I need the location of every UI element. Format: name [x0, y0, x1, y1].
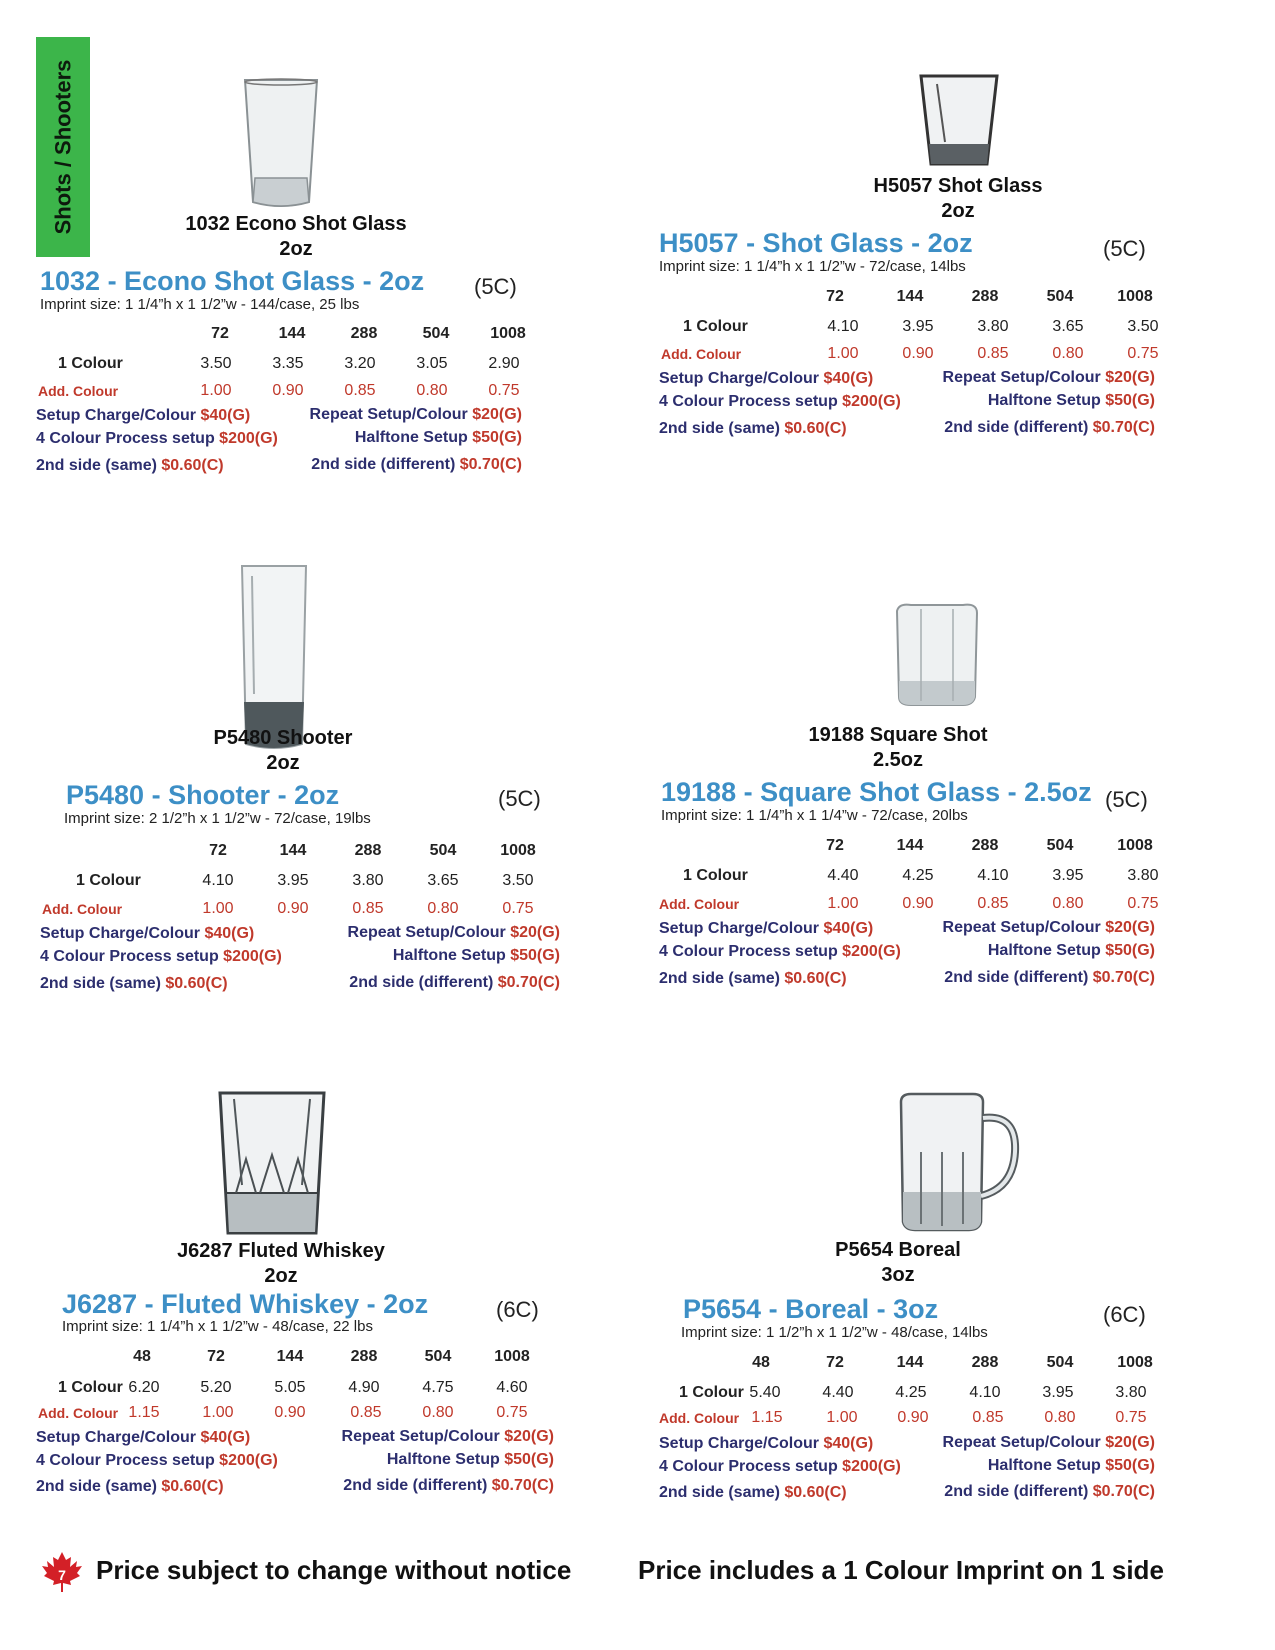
price-cell: 3.80 — [1127, 867, 1159, 884]
price-cell: 4.90 — [348, 1379, 380, 1396]
price-cell: 0.90 — [902, 345, 934, 362]
repeat-setup: Repeat Setup/Colour $20(G) — [942, 369, 1155, 386]
price-cell: 1.00 — [200, 382, 232, 399]
price-cell: 3.35 — [272, 355, 304, 372]
price-cell: 0.80 — [1052, 895, 1084, 912]
second-side-different: 2nd side (different) $0.70(C) — [349, 974, 560, 991]
price-cell: 3.20 — [344, 355, 376, 372]
price-cell: 3.50 — [502, 872, 534, 889]
repeat-setup: Repeat Setup/Colour $20(G) — [942, 919, 1155, 936]
color-code: (5C) — [1103, 236, 1146, 261]
qty-cell: 48 — [133, 1348, 151, 1365]
price-cell: 0.80 — [427, 900, 459, 917]
color-code: (6C) — [1103, 1302, 1146, 1327]
product-caption — [773, 1238, 1023, 1288]
qty-cell: 144 — [279, 842, 307, 859]
qty-cell: 144 — [896, 288, 924, 305]
qty-cell: 48 — [752, 1354, 770, 1371]
qty-cell: 504 — [1046, 288, 1074, 305]
product-title: 19188 - Square Shot Glass - 2.5oz — [661, 777, 1092, 807]
qty-cell: 1008 — [1117, 837, 1153, 854]
price-cell: 6.20 — [128, 1379, 160, 1396]
price-cell: 0.80 — [422, 1404, 454, 1421]
price-cell: 0.80 — [416, 382, 448, 399]
second-side-different: 2nd side (different) $0.70(C) — [311, 456, 522, 473]
imprint-size: Imprint size: 1 1/4”h x 1 1/2”w - 144/case, 25 lbs — [40, 296, 360, 313]
product-title: P5654 - Boreal - 3oz — [683, 1294, 939, 1324]
second-side-same: 2nd side (same) $0.60(C) — [36, 1478, 224, 1495]
product-h5057 — [655, 70, 1175, 460]
category-tab-label: Shots / Shooters — [50, 59, 76, 235]
price-cell: 4.40 — [822, 1384, 854, 1401]
price-cell: 2.90 — [488, 355, 520, 372]
row-label-1-colour: 1 Colour — [683, 867, 748, 884]
row-label-add-colour: Add. Colour — [42, 901, 123, 917]
shooter-glass-photo — [238, 564, 310, 752]
product-j6287 — [36, 1085, 556, 1525]
econo-shot-glass-photo — [241, 78, 321, 210]
price-cell: 0.90 — [272, 382, 304, 399]
process-setup: 4 Colour Process setup $200(G) — [659, 393, 901, 410]
qty-cell: 504 — [422, 325, 450, 342]
qty-cell: 504 — [429, 842, 457, 859]
price-cell: 3.95 — [277, 872, 309, 889]
product-caption — [833, 174, 1083, 224]
price-row-add-colour — [655, 1409, 1175, 1429]
price-row-1-colour — [36, 1379, 556, 1399]
caption-size: 2oz — [266, 752, 300, 774]
shot-glass-photo — [917, 74, 1001, 170]
row-label-1-colour: 1 Colour — [58, 1379, 123, 1396]
second-side-different: 2nd side (different) $0.70(C) — [343, 1477, 554, 1494]
price-cell: 4.10 — [969, 1384, 1001, 1401]
price-cell: 3.50 — [200, 355, 232, 372]
price-cell: 0.85 — [344, 382, 376, 399]
product-title: H5057 - Shot Glass - 2oz — [659, 228, 973, 258]
quantity-header-row — [38, 842, 558, 862]
price-cell: 0.90 — [897, 1409, 929, 1426]
qty-cell: 1008 — [1117, 288, 1153, 305]
product-title: J6287 - Fluted Whiskey - 2oz — [62, 1289, 429, 1319]
qty-cell: 144 — [896, 837, 924, 854]
row-label-add-colour: Add. Colour — [38, 383, 119, 399]
process-setup: 4 Colour Process setup $200(G) — [40, 948, 282, 965]
process-setup: 4 Colour Process setup $200(G) — [659, 1458, 901, 1475]
second-side-different: 2nd side (different) $0.70(C) — [944, 969, 1155, 986]
price-cell: 3.65 — [1052, 318, 1084, 335]
price-cell: 0.90 — [277, 900, 309, 917]
imprint-size: Imprint size: 1 1/4”h x 1 1/4”w - 72/case, 20lbs — [661, 807, 968, 824]
caption-name: J6287 Fluted Whiskey — [177, 1240, 385, 1262]
price-cell: 0.90 — [274, 1404, 306, 1421]
price-cell: 4.40 — [827, 867, 859, 884]
qty-cell: 288 — [971, 1354, 999, 1371]
price-cell: 0.75 — [502, 900, 534, 917]
row-label-1-colour: 1 Colour — [679, 1384, 744, 1401]
qty-cell: 72 — [211, 325, 229, 342]
qty-cell: 288 — [971, 837, 999, 854]
price-cell: 4.75 — [422, 1379, 454, 1396]
product-caption — [176, 212, 416, 262]
quantity-header-row — [655, 1354, 1175, 1374]
halftone-setup: Halftone Setup $50(G) — [987, 392, 1155, 409]
price-cell: 3.80 — [352, 872, 384, 889]
process-setup: 4 Colour Process setup $200(G) — [36, 430, 278, 447]
setup-charge: Setup Charge/Colour $40(G) — [40, 925, 255, 942]
caption-name: 1032 Econo Shot Glass — [185, 213, 407, 235]
price-cell: 1.15 — [128, 1404, 160, 1421]
price-cell: 1.00 — [827, 345, 859, 362]
price-cell: 5.05 — [274, 1379, 306, 1396]
qty-cell: 1008 — [500, 842, 536, 859]
price-cell: 4.10 — [202, 872, 234, 889]
price-row-1-colour — [655, 1384, 1175, 1404]
caption-name: P5654 Boreal — [835, 1239, 961, 1261]
qty-cell: 504 — [1046, 1354, 1074, 1371]
second-side-different: 2nd side (different) $0.70(C) — [944, 419, 1155, 436]
repeat-setup: Repeat Setup/Colour $20(G) — [309, 406, 522, 423]
price-cell: 3.95 — [1052, 867, 1084, 884]
fluted-whiskey-glass-photo — [216, 1089, 328, 1239]
price-cell: 1.00 — [826, 1409, 858, 1426]
caption-size: 2.5oz — [872, 749, 924, 771]
qty-cell: 288 — [350, 325, 378, 342]
price-cell: 0.80 — [1044, 1409, 1076, 1426]
price-cell: 3.80 — [977, 318, 1009, 335]
price-cell: 4.10 — [827, 318, 859, 335]
price-row-1-colour — [36, 355, 556, 375]
price-cell: 0.85 — [977, 895, 1009, 912]
setup-charge: Setup Charge/Colour $40(G) — [36, 407, 251, 424]
qty-cell: 504 — [424, 1348, 452, 1365]
row-label-add-colour: Add. Colour — [38, 1405, 119, 1421]
price-cell: 1.00 — [202, 1404, 234, 1421]
setup-charge: Setup Charge/Colour $40(G) — [659, 370, 874, 387]
price-row-1-colour — [38, 872, 558, 892]
color-code: (5C) — [474, 274, 517, 299]
price-cell: 0.75 — [1127, 345, 1159, 362]
price-cell: 3.95 — [1042, 1384, 1074, 1401]
caption-name: H5057 Shot Glass — [873, 175, 1043, 197]
caption-size: 2oz — [264, 1265, 298, 1287]
product-caption — [773, 723, 1023, 773]
repeat-setup: Repeat Setup/Colour $20(G) — [347, 924, 560, 941]
qty-cell: 72 — [209, 842, 227, 859]
qty-cell: 504 — [1046, 837, 1074, 854]
price-cell: 5.20 — [200, 1379, 232, 1396]
product-p5654 — [655, 1090, 1175, 1520]
qty-cell: 72 — [826, 288, 844, 305]
second-side-same: 2nd side (same) $0.60(C) — [659, 420, 847, 437]
color-code: (5C) — [1105, 787, 1148, 812]
qty-cell: 288 — [971, 288, 999, 305]
halftone-setup: Halftone Setup $50(G) — [987, 1457, 1155, 1474]
price-cell: 0.85 — [977, 345, 1009, 362]
caption-size: 2oz — [279, 238, 313, 260]
setup-charge: Setup Charge/Colour $40(G) — [659, 920, 874, 937]
quantity-header-row — [655, 837, 1175, 857]
repeat-setup: Repeat Setup/Colour $20(G) — [942, 1434, 1155, 1451]
process-setup: 4 Colour Process setup $200(G) — [36, 1452, 278, 1469]
price-cell: 0.85 — [352, 900, 384, 917]
product-title: P5480 - Shooter - 2oz — [66, 780, 340, 810]
repeat-setup: Repeat Setup/Colour $20(G) — [341, 1428, 554, 1445]
qty-cell: 1008 — [494, 1348, 530, 1365]
price-cell: 0.75 — [488, 382, 520, 399]
qty-cell: 72 — [826, 1354, 844, 1371]
caption-name: 19188 Square Shot — [808, 724, 988, 746]
imprint-size: Imprint size: 1 1/4”h x 1 1/2”w - 72/case, 14lbs — [659, 258, 966, 275]
imprint-size: Imprint size: 1 1/4”h x 1 1/2”w - 48/case, 22 lbs — [62, 1318, 373, 1335]
price-cell: 4.25 — [902, 867, 934, 884]
price-row-add-colour — [36, 382, 556, 402]
price-cell: 5.40 — [749, 1384, 781, 1401]
second-side-same: 2nd side (same) $0.60(C) — [36, 457, 224, 474]
price-cell: 3.80 — [1115, 1384, 1147, 1401]
color-code: (5C) — [498, 786, 541, 811]
price-cell: 4.10 — [977, 867, 1009, 884]
price-cell: 1.15 — [751, 1409, 783, 1426]
row-label-1-colour: 1 Colour — [683, 318, 748, 335]
quantity-header-row — [36, 325, 556, 345]
halftone-setup: Halftone Setup $50(G) — [354, 429, 522, 446]
product-19188 — [655, 595, 1175, 1015]
price-row-1-colour — [655, 318, 1175, 338]
product-1032 — [36, 70, 556, 490]
maple-leaf-icon — [40, 1550, 84, 1594]
price-row-add-colour — [38, 900, 558, 920]
imprint-size: Imprint size: 2 1/2”h x 1 1/2”w - 72/case, 19lbs — [64, 810, 371, 827]
price-row-add-colour — [655, 895, 1175, 915]
qty-cell: 144 — [278, 325, 306, 342]
price-row-add-colour — [655, 345, 1175, 365]
row-label-1-colour: 1 Colour — [58, 355, 123, 372]
quantity-header-row — [36, 1348, 556, 1368]
qty-cell: 1008 — [490, 325, 526, 342]
price-cell: 1.00 — [827, 895, 859, 912]
price-cell: 4.25 — [895, 1384, 927, 1401]
second-side-same: 2nd side (same) $0.60(C) — [659, 970, 847, 987]
halftone-setup: Halftone Setup $50(G) — [392, 947, 560, 964]
qty-cell: 144 — [896, 1354, 924, 1371]
price-cell: 3.95 — [902, 318, 934, 335]
setup-charge: Setup Charge/Colour $40(G) — [659, 1435, 874, 1452]
halftone-setup: Halftone Setup $50(G) — [386, 1451, 554, 1468]
footer-imprint-note: Price includes a 1 Colour Imprint on 1 side — [638, 1555, 1164, 1585]
price-cell: 3.50 — [1127, 318, 1159, 335]
product-caption — [136, 1239, 426, 1289]
price-cell: 0.75 — [1127, 895, 1159, 912]
price-cell: 0.85 — [972, 1409, 1004, 1426]
qty-cell: 72 — [207, 1348, 225, 1365]
qty-cell: 72 — [826, 837, 844, 854]
product-p5480 — [38, 560, 558, 1000]
price-cell: 0.90 — [902, 895, 934, 912]
quantity-header-row — [655, 288, 1175, 308]
halftone-setup: Halftone Setup $50(G) — [987, 942, 1155, 959]
qty-cell: 288 — [350, 1348, 378, 1365]
color-code: (6C) — [496, 1297, 539, 1322]
price-row-1-colour — [655, 867, 1175, 887]
qty-cell: 144 — [276, 1348, 304, 1365]
process-setup: 4 Colour Process setup $200(G) — [659, 943, 901, 960]
price-cell: 3.65 — [427, 872, 459, 889]
second-side-different: 2nd side (different) $0.70(C) — [944, 1483, 1155, 1500]
price-row-add-colour — [36, 1404, 556, 1424]
price-cell: 0.85 — [350, 1404, 382, 1421]
footer-disclaimer: Price subject to change without notice — [96, 1555, 572, 1585]
second-side-same: 2nd side (same) $0.60(C) — [40, 975, 228, 992]
qty-cell: 288 — [354, 842, 382, 859]
setup-charge: Setup Charge/Colour $40(G) — [36, 1429, 251, 1446]
row-label-add-colour: Add. Colour — [661, 346, 742, 362]
qty-cell: 1008 — [1117, 1354, 1153, 1371]
row-label-add-colour: Add. Colour — [659, 1410, 740, 1426]
svg-text:7: 7 — [58, 1567, 66, 1583]
square-shot-glass-photo — [891, 601, 983, 709]
row-label-add-colour: Add. Colour — [659, 896, 740, 912]
product-title: 1032 - Econo Shot Glass - 2oz — [40, 266, 425, 296]
imprint-size: Imprint size: 1 1/2”h x 1 1/2”w - 48/case, 14lbs — [681, 1324, 988, 1341]
caption-name: P5480 Shooter — [213, 727, 353, 749]
second-side-same: 2nd side (same) $0.60(C) — [659, 1484, 847, 1501]
price-cell: 4.60 — [496, 1379, 528, 1396]
price-cell: 3.05 — [416, 355, 448, 372]
price-cell: 1.00 — [202, 900, 234, 917]
boreal-mug-photo — [895, 1092, 1025, 1234]
price-cell: 0.75 — [496, 1404, 528, 1421]
price-cell: 0.75 — [1115, 1409, 1147, 1426]
caption-size: 2oz — [941, 200, 975, 222]
price-cell: 0.80 — [1052, 345, 1084, 362]
row-label-1-colour: 1 Colour — [76, 872, 141, 889]
caption-size: 3oz — [881, 1264, 915, 1286]
product-caption — [158, 726, 408, 776]
